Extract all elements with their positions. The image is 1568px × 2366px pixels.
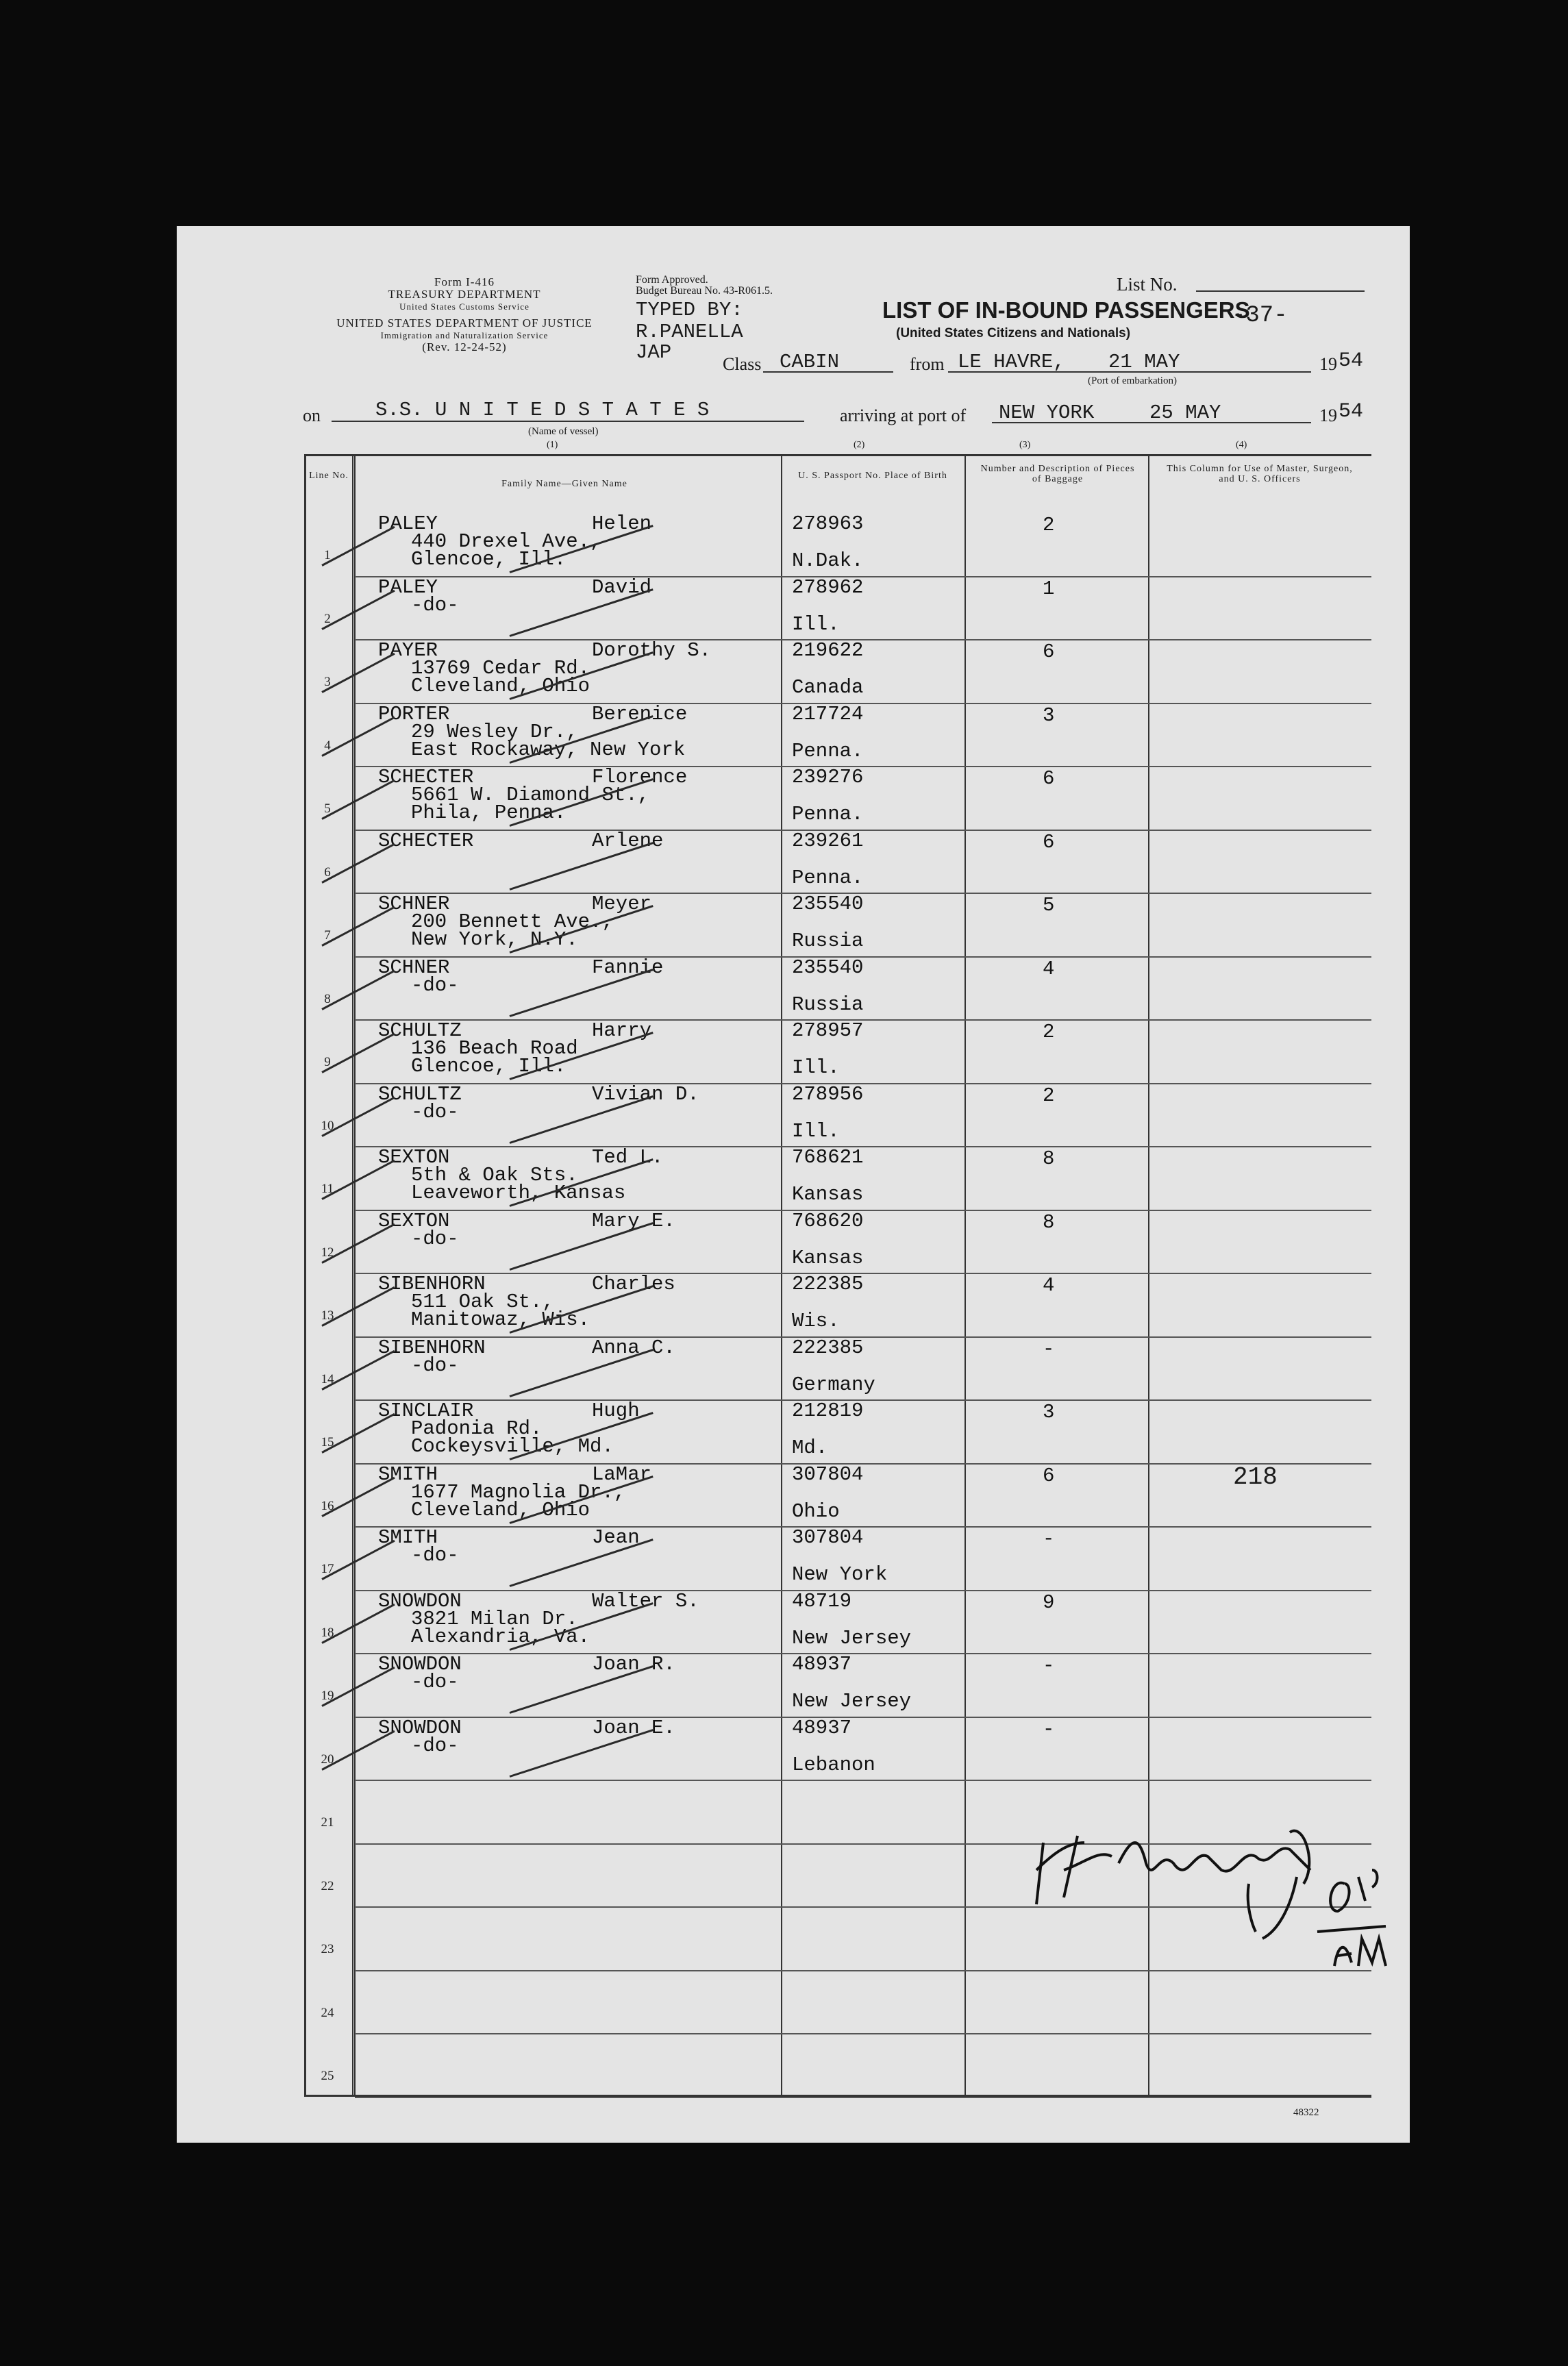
customs-label: United States Customs Service: [399, 301, 530, 312]
address-line-1: 13769 Cedar Rd.: [411, 657, 590, 680]
year-suffix-1: 54: [1339, 349, 1364, 373]
given-name: Ted L.: [592, 1146, 664, 1169]
address-line-1: 1677 Magnolia Dr.,: [411, 1480, 626, 1504]
col-header-name: Family Name—Given Name: [501, 479, 627, 489]
list-number: -37-: [1232, 303, 1288, 329]
line-number: 23: [321, 1942, 334, 1956]
line-number: 15: [321, 1435, 334, 1449]
list-no-label: List No.: [1117, 274, 1178, 295]
line-number: 3: [324, 675, 331, 689]
family-name: SCHNER: [378, 893, 450, 915]
passport-number: 278963: [792, 512, 864, 535]
passport-number: 219622: [792, 639, 864, 662]
passport-number: 239261: [792, 829, 864, 852]
baggage-count: -: [1043, 1528, 1055, 1550]
inspector-signature: [1016, 1767, 1399, 1973]
line-number: 2: [324, 611, 331, 626]
address-line-2: Alexandria, Va.: [411, 1625, 590, 1648]
family-name: PORTER: [378, 702, 450, 725]
given-name: Mary E.: [592, 1209, 675, 1232]
family-name: PALEY: [378, 512, 438, 535]
line-number: 25: [321, 2069, 334, 2083]
passport-number: 48937: [792, 1716, 852, 1739]
address-line-1: -do-: [411, 593, 459, 617]
col-num-1: (1): [547, 440, 558, 450]
address-line-1: 5th & Oak Sts.: [411, 1164, 578, 1186]
typist-2: JAP: [636, 341, 672, 364]
check-mark: [510, 842, 654, 891]
ins-label: Immigration and Naturalization Service: [380, 330, 549, 340]
given-name: Dorothy S.: [592, 639, 712, 662]
place-of-birth: New Jersey: [792, 1690, 912, 1713]
place-of-birth: Russia: [792, 993, 864, 1016]
given-name: Charles: [592, 1273, 675, 1295]
revision-label: (Rev. 12-24-52): [422, 340, 507, 353]
family-name: SNOWDON: [378, 1589, 462, 1612]
passport-number: 307804: [792, 1462, 864, 1486]
given-name: Harry: [592, 1019, 652, 1042]
place-of-birth: Penna.: [792, 803, 864, 825]
family-name: SCHECTER: [378, 766, 474, 788]
family-name: SINCLAIR: [378, 1399, 474, 1422]
address-line-2: Manitowaz, Wis.: [411, 1308, 590, 1331]
passport-number: 212819: [792, 1399, 864, 1422]
address-line-1: 511 Oak St.,: [411, 1291, 554, 1313]
baggage-count: 6: [1043, 767, 1055, 790]
typist-1: R.PANELLA: [636, 321, 743, 343]
family-name: PAYER: [378, 639, 438, 662]
address-line-2: Glencoe, Ill.: [411, 548, 567, 571]
address-line-1: 5661 W. Diamond St.,: [411, 784, 650, 806]
family-name: SNOWDON: [378, 1716, 462, 1739]
passport-number: 222385: [792, 1336, 864, 1359]
class-value: CABIN: [780, 351, 840, 373]
family-name: SCHULTZ: [378, 1082, 462, 1106]
family-name: SIBENHORN: [378, 1336, 486, 1359]
col-num-4: (4): [1236, 440, 1247, 450]
check-mark: [510, 1222, 654, 1271]
address-line-1: -do-: [411, 1354, 459, 1377]
baggage-count: 8: [1043, 1147, 1055, 1170]
from-underline: [948, 371, 1311, 373]
line-number: 16: [321, 1498, 334, 1513]
check-mark: [510, 1539, 654, 1587]
given-name: Florence: [592, 766, 688, 788]
vessel-caption: (Name of vessel): [528, 426, 599, 437]
line-number: 22: [321, 1878, 334, 1893]
address-line-2: New York, N.Y.: [411, 928, 578, 951]
arriving-label: arriving at port of: [840, 406, 967, 425]
passport-number: 278962: [792, 575, 864, 599]
family-name: SMITH: [378, 1526, 438, 1549]
line-number: 24: [321, 2005, 334, 2020]
baggage-count: 6: [1043, 830, 1055, 854]
baggage-count: 2: [1043, 1021, 1055, 1043]
form-title: LIST OF IN-BOUND PASSENGERS: [882, 297, 1250, 323]
line-number: 9: [324, 1055, 331, 1069]
line-number: 17: [321, 1562, 334, 1576]
family-name: SEXTON: [378, 1209, 450, 1232]
family-name: PALEY: [378, 575, 438, 599]
col-header-passport: U. S. Passport No. Place of Birth: [798, 471, 947, 481]
place-of-birth: Lebanon: [792, 1753, 875, 1776]
baggage-count: 3: [1043, 703, 1055, 727]
line-number: 1: [324, 548, 331, 562]
given-name: Helen: [592, 512, 652, 535]
check-mark: [510, 1729, 654, 1778]
passport-number: 768621: [792, 1146, 864, 1169]
line-number: 10: [321, 1118, 334, 1133]
given-name: Joan R.: [592, 1653, 675, 1676]
line-number: 21: [321, 1815, 334, 1830]
year-suffix-2: 54: [1339, 400, 1364, 423]
baggage-count: 6: [1043, 1464, 1055, 1487]
passport-number: 768620: [792, 1209, 864, 1232]
line-number: 14: [321, 1371, 334, 1386]
baggage-count: -: [1043, 1337, 1055, 1360]
class-underline: [763, 371, 893, 373]
line-number: 18: [321, 1625, 334, 1640]
passport-number: 222385: [792, 1273, 864, 1295]
family-name: SCHNER: [378, 956, 450, 979]
row-divider: [355, 1590, 1371, 1591]
baggage-count: 2: [1043, 1084, 1055, 1107]
passport-number: 278956: [792, 1082, 864, 1106]
line-number: 20: [321, 1752, 334, 1767]
family-name: SCHULTZ: [378, 1019, 462, 1042]
family-name: SIBENHORN: [378, 1273, 486, 1295]
year-prefix-2: 19: [1319, 406, 1337, 425]
col-header-officers: This Column for Use of Master, Surgeon, and U. S. Officers: [1167, 464, 1353, 484]
given-name: Jean: [592, 1526, 640, 1549]
place-of-birth: Germany: [792, 1373, 875, 1396]
row-divider: [355, 2033, 1371, 2034]
place-of-birth: Ohio: [792, 1499, 840, 1523]
given-name: Arlene: [592, 829, 664, 852]
address-line-1: 29 Wesley Dr.,: [411, 720, 578, 743]
col-divider: [965, 454, 966, 2097]
line-number: 13: [321, 1308, 334, 1323]
arrival-port: NEW YORK: [999, 401, 1095, 424]
list-no-underline: [1196, 290, 1365, 292]
check-mark: [510, 588, 654, 637]
address-line-1: -do-: [411, 1734, 459, 1757]
arrival-underline: [992, 422, 1311, 423]
address-line-2: Cockeysville, Md.: [411, 1435, 614, 1458]
place-of-birth: Kansas: [792, 1246, 864, 1269]
address-line-1: 440 Drexel Ave.,: [411, 530, 602, 553]
form-number: Form I-416: [434, 275, 495, 288]
family-name: SMITH: [378, 1462, 438, 1486]
check-mark: [510, 969, 654, 1017]
baggage-count: 3: [1043, 1401, 1055, 1423]
on-label: on: [303, 406, 321, 425]
address-line-1: Padonia Rd.: [411, 1417, 543, 1440]
col-divider: [781, 454, 782, 2097]
line-number: 8: [324, 991, 331, 1006]
baggage-count: 5: [1043, 894, 1055, 917]
given-name: Fannie: [592, 956, 664, 979]
port-of-embarkation: LE HAVRE,: [958, 351, 1065, 373]
stamp-number: 218: [1233, 1463, 1278, 1491]
baggage-count: -: [1043, 1654, 1055, 1677]
passport-number: 235540: [792, 956, 864, 979]
baggage-count: 4: [1043, 957, 1055, 980]
place-of-birth: Ill.: [792, 1056, 840, 1079]
address-line-1: -do-: [411, 1227, 459, 1250]
address-line-2: Cleveland, Ohio: [411, 675, 590, 697]
passport-number: 307804: [792, 1526, 864, 1549]
given-name: Anna C.: [592, 1336, 675, 1359]
address-line-1: 200 Bennett Ave.,: [411, 910, 614, 933]
family-name: SNOWDON: [378, 1653, 462, 1676]
manifest-sheet: [177, 226, 1410, 2143]
form-subtitle: (United States Citizens and Nationals): [896, 326, 1131, 340]
place-of-birth: Kansas: [792, 1183, 864, 1206]
given-name: Hugh: [592, 1399, 640, 1422]
address-line-1: 3821 Milan Dr.: [411, 1607, 578, 1630]
baggage-count: -: [1043, 1717, 1055, 1741]
baggage-count: 8: [1043, 1210, 1055, 1234]
line-number: 7: [324, 928, 331, 943]
given-name: LaMar: [592, 1462, 652, 1486]
place-of-birth: Md.: [792, 1436, 828, 1459]
justice-label: UNITED STATES DEPARTMENT OF JUSTICE: [336, 316, 593, 329]
given-name: Berenice: [592, 702, 688, 725]
arrival-date: 25 MAY: [1149, 401, 1221, 424]
check-mark: [510, 1095, 654, 1144]
family-name: SEXTON: [378, 1146, 450, 1169]
baggage-count: 4: [1043, 1274, 1055, 1297]
passport-number: 48719: [792, 1589, 852, 1612]
budget-bureau: Budget Bureau No. 43-R061.5.: [636, 285, 773, 297]
family-name: SCHECTER: [378, 829, 474, 852]
passport-number: 235540: [792, 893, 864, 915]
year-prefix-1: 19: [1319, 354, 1337, 374]
col-num-3: (3): [1019, 440, 1031, 450]
address-line-2: Phila, Penna.: [411, 801, 567, 824]
baggage-count: 1: [1043, 577, 1055, 600]
line-number: 12: [321, 1245, 334, 1260]
col-header-line-no: Line No.: [309, 471, 349, 481]
vessel-underline: [332, 421, 804, 422]
passport-number: 48937: [792, 1653, 852, 1676]
class-label: Class: [723, 354, 762, 374]
given-name: Vivian D.: [592, 1082, 699, 1106]
col-divider: [352, 454, 353, 2097]
place-of-birth: New York: [792, 1563, 888, 1586]
passport-number: 239276: [792, 766, 864, 788]
address-line-1: -do-: [411, 1100, 459, 1123]
col-num-2: (2): [854, 440, 865, 450]
embarkation-date: 21 MAY: [1108, 351, 1180, 373]
place-of-birth: N.Dak.: [792, 549, 864, 572]
baggage-count: 9: [1043, 1591, 1055, 1614]
row-divider: [355, 1717, 1371, 1718]
given-name: Walter S.: [592, 1589, 699, 1612]
place-of-birth: New Jersey: [792, 1626, 912, 1649]
row-divider: [355, 2097, 1371, 2098]
line-number: 5: [324, 801, 331, 816]
place-of-birth: Ill.: [792, 1119, 840, 1143]
baggage-count: 6: [1043, 640, 1055, 663]
vessel-name: S.S. U N I T E D S T A T E S: [375, 399, 710, 421]
line-number: 11: [321, 1182, 334, 1196]
treasury-label: TREASURY DEPARTMENT: [388, 288, 541, 301]
place-of-birth: Canada: [792, 676, 864, 699]
address-line-1: 136 Beach Road: [411, 1037, 578, 1060]
address-line-1: -do-: [411, 1544, 459, 1567]
port-embarkation-caption: (Port of embarkation): [1088, 375, 1177, 386]
address-line-2: East Rockaway, New York: [411, 738, 686, 761]
check-mark: [510, 1349, 654, 1397]
place-of-birth: Penna.: [792, 739, 864, 762]
row-divider: [355, 1653, 1371, 1654]
place-of-birth: Ill.: [792, 612, 840, 636]
from-label: from: [910, 354, 945, 374]
line-number: 6: [324, 864, 331, 880]
typed-by: TYPED BY:: [636, 299, 743, 321]
given-name: Meyer: [592, 893, 652, 915]
place-of-birth: Wis.: [792, 1310, 840, 1332]
form-approved: Form Approved.: [636, 274, 708, 286]
place-of-birth: Penna.: [792, 866, 864, 889]
address-line-2: Cleveland, Ohio: [411, 1498, 590, 1521]
passport-number: 278957: [792, 1019, 864, 1042]
line-number: 19: [321, 1689, 334, 1703]
col-header-baggage: Number and Description of Pieces of Baggage: [980, 464, 1135, 484]
place-of-birth: Russia: [792, 930, 864, 952]
check-mark: [510, 1665, 654, 1714]
given-name: David: [592, 575, 652, 599]
address-line-1: -do-: [411, 1671, 459, 1693]
form-code: 48322: [1293, 2107, 1319, 2118]
given-name: Joan E.: [592, 1716, 675, 1739]
address-line-1: -do-: [411, 973, 459, 997]
address-line-2: Leaveworth, Kansas: [411, 1182, 626, 1204]
address-line-2: Glencoe, Ill.: [411, 1055, 567, 1078]
passport-number: 217724: [792, 702, 864, 725]
baggage-count: 2: [1043, 514, 1055, 536]
line-number: 4: [324, 738, 331, 753]
